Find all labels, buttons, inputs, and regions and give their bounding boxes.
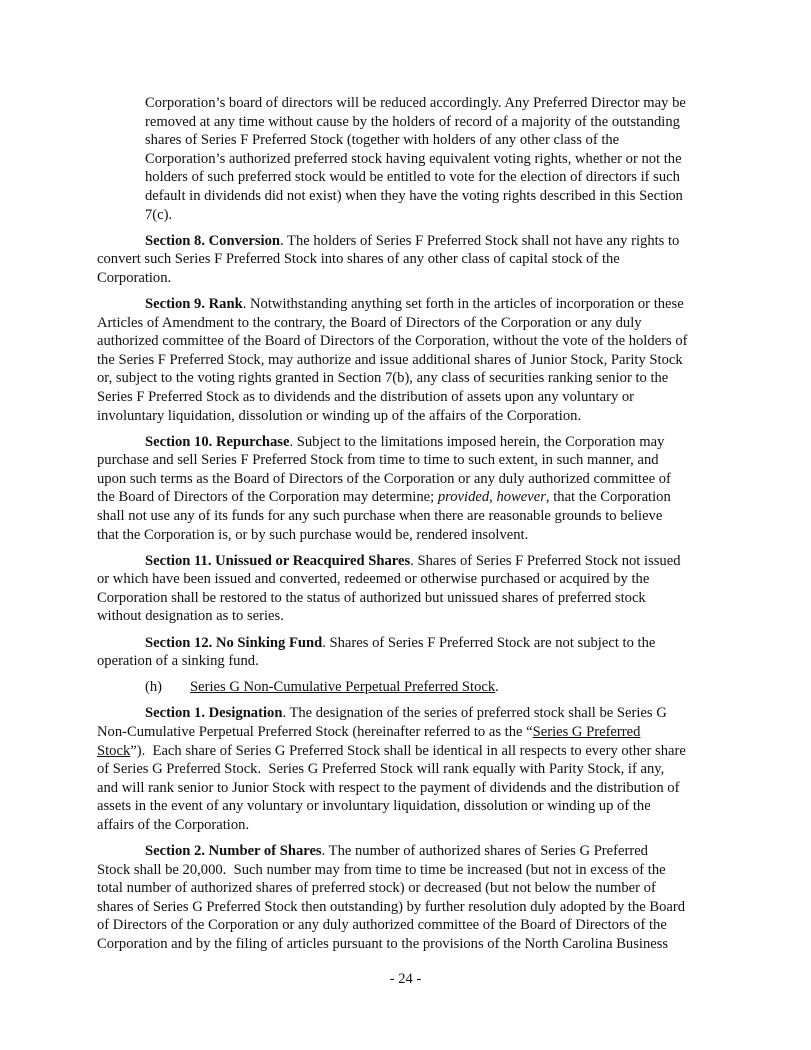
text-run: that the Corporation is, or by such purchase would be, rendered insolvent.: [97, 526, 529, 543]
text-run: Corporation and by the filing of articles pursuant to the provisions of the North Carolina Business: [97, 935, 669, 952]
paragraph: [97, 842, 737, 954]
text-run: . Notwithstanding anything set forth in the articles of incorporation or these: [242, 295, 684, 312]
text-line: [97, 678, 737, 697]
text-run: purchase and sell Series F Preferred Stock from time to time to such extent, in such manner, and: [97, 452, 659, 469]
section-heading: Section 1. Designation: [145, 705, 283, 722]
text-run: of Directors of the Corporation or any duly authorized committee of the Board of Directors of the: [97, 917, 667, 934]
paragraph: [97, 433, 737, 545]
paragraph: [97, 678, 737, 697]
text-run: of Series G Preferred Stock. Series G Preferred Stock will rank equally with Parity Stock, if any,: [97, 761, 665, 778]
text-run: Non-Cumulative Perpetual Preferred Stock (hereinafter referred to as the “: [97, 723, 533, 740]
text-run: . The number of authorized shares of Series G Preferred: [321, 842, 648, 859]
paragraph: [97, 295, 737, 425]
text-run: . The designation of the series of preferred stock shall be Series G: [282, 705, 667, 722]
text-line: [97, 816, 737, 835]
text-run: Corporation’s board of directors will be reduced accordingly. Any Preferred Director may be: [145, 95, 686, 111]
text-line: [97, 488, 737, 507]
text-line: [97, 351, 737, 370]
underlined-term: Stock: [97, 742, 131, 759]
text-line: [97, 652, 737, 671]
text-run: shall not use any of its funds for any such purchase when there are reasonable grounds to believe: [97, 507, 663, 524]
list-marker: (h): [145, 679, 163, 696]
text-line: [97, 723, 737, 742]
paragraph: [97, 552, 737, 626]
text-line: [97, 250, 737, 269]
text-run: . Shares of Series F Preferred Stock not issued: [410, 552, 681, 569]
underlined-term: Series G Non-Cumulative Perpetual Preferred Stock: [190, 679, 496, 696]
text-line: [97, 526, 737, 545]
text-run: the Series F Preferred Stock, may authorize and issue additional shares of Junior Stock, Parity Stock: [97, 351, 683, 368]
text-run: .: [495, 679, 499, 696]
underlined-term: Series G Preferred: [532, 723, 641, 740]
text-line: [97, 113, 737, 132]
text-run: Corporation shall be restored to the status of authorized but unissued shares of preferred stock: [97, 589, 646, 606]
paragraph: [97, 634, 737, 671]
text-line: [97, 916, 737, 935]
text-run: ,: [489, 489, 497, 506]
text-run: Corporation’s authorized preferred stock having equivalent voting rights, whether or not the: [145, 150, 682, 167]
paragraph: [97, 232, 737, 288]
text-line: [97, 898, 737, 917]
text-run: 7(c).: [145, 206, 173, 223]
text-line: [97, 206, 737, 225]
text-run: the Board of Directors of the Corporation may determine;: [97, 489, 438, 506]
section-heading: Section 10. Repurchase: [145, 433, 290, 450]
text-line: [97, 704, 737, 723]
text-run: . Subject to the limitations imposed herein, the Corporation may: [289, 433, 665, 450]
text-line: [97, 842, 737, 861]
text-line: [97, 797, 737, 816]
text-run: involuntary liquidation, dissolution or winding up of the affairs of the Corporation.: [97, 407, 582, 424]
text-line: [97, 879, 737, 898]
paragraph: [97, 704, 737, 834]
page-number: - 24 -: [389, 971, 422, 987]
text-run: ”). Each share of Series G Preferred Stock shall be identical in all respects to every other share: [130, 742, 686, 759]
text-run: upon such terms as the Board of Directors of the Corporation or any duly authorized committee of: [97, 470, 671, 487]
text-run: or which have been issued and converted, redeemed or otherwise purchased or acquired by the: [97, 571, 650, 588]
text-run: and will rank senior to Junior Stock with respect to the payment of dividends and the distribution of: [97, 779, 680, 796]
text-line: [97, 433, 737, 452]
text-line: [97, 150, 737, 169]
text-run: , that the Corporation: [545, 489, 671, 506]
text-line: [97, 779, 737, 798]
text-line: [97, 94, 737, 113]
text-run: assets in the event of any voluntary or involuntary liquidation, dissolution or winding up of the: [97, 798, 651, 815]
text-line: [97, 295, 737, 314]
text-line: [97, 507, 737, 526]
text-line: [97, 742, 737, 761]
text-line: [97, 760, 737, 779]
text-run: removed at any time without cause by the holders of record of a majority of the outstanding: [145, 113, 680, 130]
text-line: [97, 369, 737, 388]
text-line: [97, 861, 737, 880]
emphasis-text: however: [496, 489, 546, 506]
text-run: shares of Series F Preferred Stock (together with holders of any other class of the: [145, 132, 620, 149]
section-heading: Section 9. Rank: [145, 295, 243, 312]
text-line: [97, 232, 737, 251]
text-run: affairs of the Corporation.: [97, 816, 250, 833]
section-heading: Section 2. Number of Shares: [145, 842, 322, 859]
text-run: . The holders of Series F Preferred Stock shall not have any rights to: [280, 232, 680, 249]
text-line: [97, 552, 737, 571]
paragraph: [97, 94, 737, 224]
text-run: shares of Series G Preferred Stock then outstanding) by further resolution duly adopted by the Board: [97, 898, 686, 915]
section-heading: Section 8. Conversion: [145, 232, 280, 249]
text-run: Corporation.: [97, 269, 172, 286]
section-heading: Section 12. No Sinking Fund: [145, 634, 323, 651]
text-line: [97, 935, 737, 954]
text-line: [97, 187, 737, 206]
section-heading: Section 11. Unissued or Reacquired Shares: [145, 552, 411, 569]
text-run: holders of such preferred stock would be entitled to vote for the election of directors if such: [145, 169, 680, 186]
text-run: Articles of Amendment to the contrary, the Board of Directors of the Corporation or any duly: [97, 314, 642, 331]
text-line: [97, 589, 737, 608]
text-line: [97, 607, 737, 626]
text-run: operation of a sinking fund.: [97, 653, 259, 670]
text-line: [97, 470, 737, 489]
text-run: default in dividends did not exist) when they have the voting rights described in this Section: [145, 187, 683, 204]
text-run: authorized committee of the Board of Directors of the Corporation, without the vote of the holders of: [97, 333, 688, 350]
text-line: [97, 570, 737, 589]
text-line: [97, 388, 737, 407]
text-run: or, subject to the voting rights granted in Section 7(b), any class of securities ranking senior to the: [97, 370, 669, 387]
text-line: [97, 407, 737, 426]
text-line: [97, 314, 737, 333]
emphasis-text: provided: [437, 489, 490, 506]
text-line: [97, 451, 737, 470]
document-body: [97, 94, 737, 961]
text-run: Stock shall be 20,000. Such number may from time to time be increased (but not in excess of the: [97, 861, 666, 878]
text-line: [97, 634, 737, 653]
text-run: total number of authorized shares of preferred stock) or decreased (but not below the number of: [97, 880, 656, 897]
text-line: [97, 269, 737, 288]
text-run: convert such Series F Preferred Stock into shares of any other class of capital stock of the: [97, 251, 620, 268]
text-line: [97, 168, 737, 187]
text-line: [97, 332, 737, 351]
text-run: without designation as to series.: [97, 608, 284, 625]
text-run: . Shares of Series F Preferred Stock are not subject to the: [322, 634, 656, 651]
text-run: Series F Preferred Stock as to dividends and the distribution of assets upon any voluntary or: [97, 388, 635, 405]
text-line: [97, 131, 737, 150]
